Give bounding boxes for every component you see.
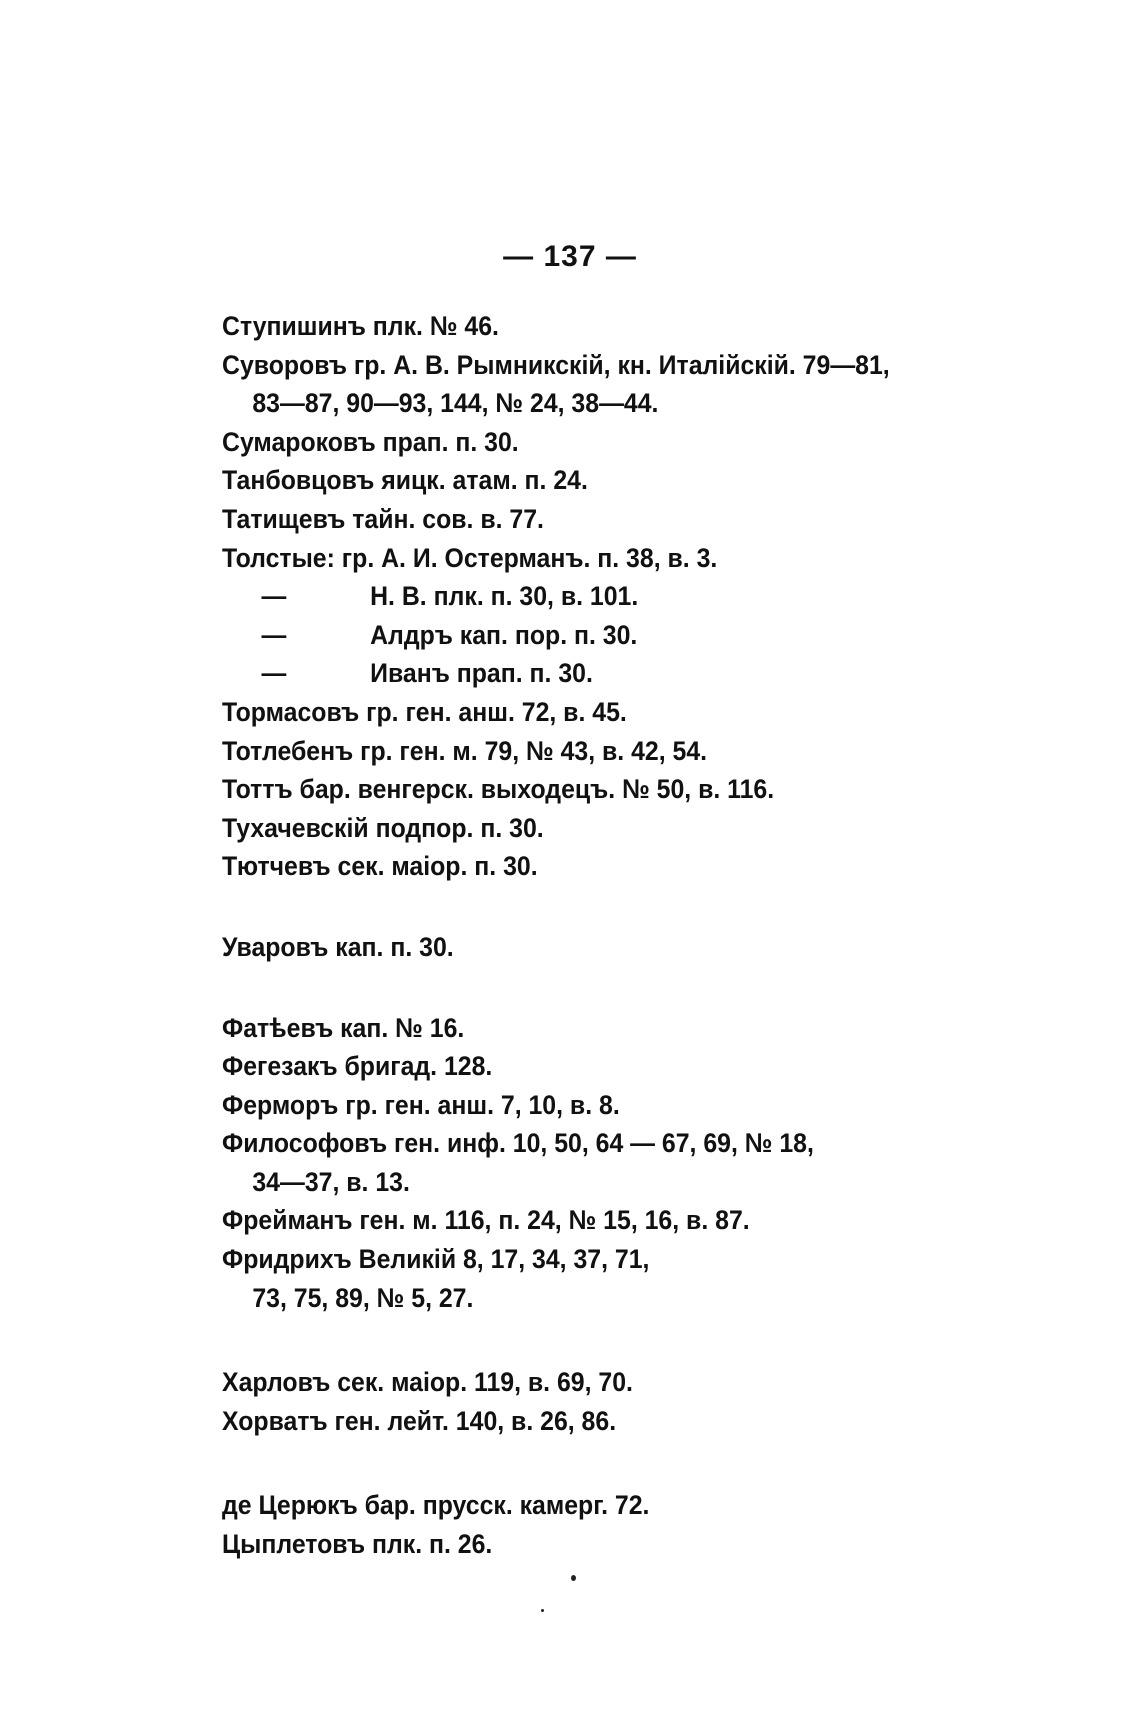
index-entry: Ступишинъ плк. № 46. — [222, 311, 499, 341]
index-entry: Ферморъ гр. ген. анш. 7, 10, в. 8. — [222, 1089, 620, 1120]
index-entry: Тютчевъ сек. маіор. п. 30. — [222, 851, 538, 882]
index-entry: Харловъ сек. маіор. 119, в. 69, 70. — [222, 1367, 633, 1398]
index-entry: Цыплетовъ плк. п. 26. — [222, 1529, 493, 1560]
letter-group-gap — [222, 886, 903, 928]
index-entry: Толстые: гр. А. И. Остерманъ. п. 38, в. 3. — [222, 542, 718, 573]
index-subentry — [222, 654, 903, 693]
index-entry-continuation: 34—37, в. 13. — [252, 1166, 410, 1197]
index-entry: Татищевъ тайн. сов. в. 77. — [222, 503, 544, 534]
index-entry: де Церюкъ бар. прусск. камерг. 72. — [222, 1490, 650, 1521]
index-entry: Фрейманъ ген. м. 116, п. 24, № 15, 16, в. 87. — [222, 1205, 750, 1236]
index-subentry — [222, 577, 903, 616]
print-speck — [541, 1609, 544, 1612]
index-entry: Фегезакъ бригад. 128. — [222, 1051, 493, 1082]
index-entry: Суворовъ гр. А. В. Рымникскій, кн. Италійскій. 79—81, — [222, 349, 890, 380]
index-entry: Тоттъ бар. венгерск. выходецъ. № 50, в. 116. — [222, 774, 775, 805]
print-speck — [571, 1575, 576, 1581]
letter-group-gap — [222, 1317, 903, 1363]
index-subentry-text: Н. В. плк. п. 30, в. 101. — [370, 581, 639, 612]
index-entry: Сумароковъ прап. п. 30. — [222, 426, 519, 457]
index-entry: Фридрихъ Великій 8, 17, 34, 37, 71, — [222, 1244, 650, 1275]
index-entry: Тормасовъ гр. ген. анш. 72, в. 45. — [222, 696, 627, 727]
index-subentry-text: Алдръ кап. пор. п. 30. — [370, 619, 638, 650]
letter-group-gap — [222, 967, 903, 1009]
letter-group-gap — [222, 1440, 903, 1486]
ditto-dash: — — [261, 619, 287, 650]
name-index — [222, 307, 903, 1564]
ditto-dash: — — [261, 658, 287, 689]
index-entry-continuation: 83—87, 90—93, 144, № 24, 38—44. — [252, 388, 659, 419]
index-subentry — [222, 616, 903, 655]
index-entry-continuation: 73, 75, 89, № 5, 27. — [252, 1282, 474, 1313]
index-entry: Философовъ ген. инф. 10, 50, 64 — 67, 69, № 18, — [222, 1128, 814, 1159]
index-entry: Хорватъ ген. лейт. 140, в. 26, 86. — [222, 1405, 617, 1436]
page-number: — 137 — — [503, 240, 637, 273]
index-entry: Уваровъ кап. п. 30. — [222, 931, 454, 962]
index-entry: Танбовцовъ яицк. атам. п. 24. — [222, 465, 588, 496]
ditto-dash: — — [261, 581, 287, 612]
index-entry: Тухачевскій подпор. п. 30. — [222, 812, 544, 843]
index-subentry-text: Иванъ прап. п. 30. — [370, 658, 593, 689]
index-entry: Фатѣевъ кап. № 16. — [222, 1012, 465, 1043]
index-entry: Тотлебенъ гр. ген. м. 79, № 43, в. 42, 54. — [222, 735, 708, 766]
